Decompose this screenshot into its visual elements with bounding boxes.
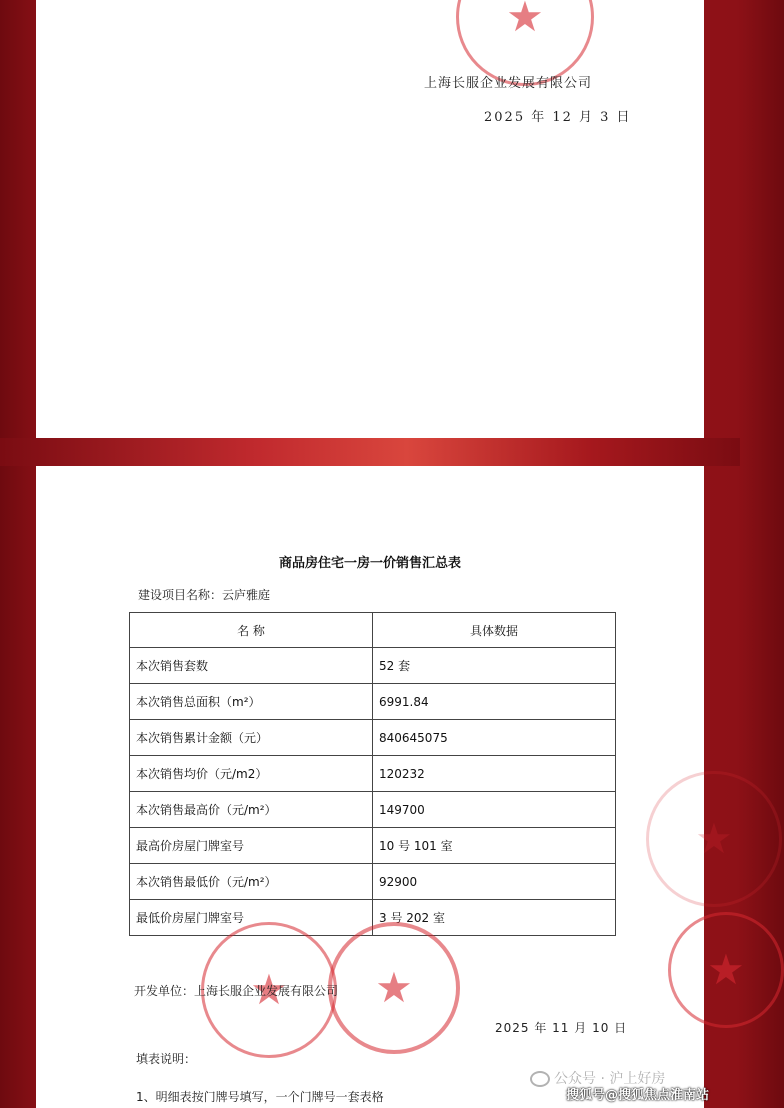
- housing-bureau-seal: [328, 922, 460, 1054]
- wechat-icon: [530, 1071, 550, 1087]
- seal-star-icon: ★: [695, 814, 733, 863]
- seal-star-icon: ★: [250, 965, 288, 1014]
- notes-title: 填表说明：: [136, 1052, 197, 1066]
- document-page-1: [36, 0, 704, 438]
- table-row: [130, 648, 616, 684]
- row-value: 52 套: [373, 648, 616, 684]
- row-value: 149700: [373, 792, 616, 828]
- seal-star-icon: ★: [707, 945, 745, 994]
- source-watermark: 搜狐号@搜狐焦点淮南站: [566, 1088, 710, 1103]
- report-date: 2025 年 11 月 10 日: [495, 1021, 628, 1035]
- table-row: [130, 684, 616, 720]
- table-row: [130, 828, 616, 864]
- row-label: 本次销售套数: [130, 648, 373, 684]
- developer-line: 开发单位：上海长服企业发展有限公司: [134, 984, 339, 998]
- partial-seal-right: [668, 912, 784, 1028]
- row-label: 最高价房屋门牌室号: [130, 828, 373, 864]
- sales-summary-table: [129, 612, 616, 936]
- note-item: 1、明细表按门牌号填写，一个门牌号一套表格: [136, 1090, 384, 1104]
- row-label: 最低价房屋门牌室号: [130, 900, 373, 936]
- signature-company: 上海长服企业发展有限公司: [424, 76, 593, 91]
- table-row: [130, 720, 616, 756]
- table-header-row: [130, 613, 616, 648]
- table-row: [130, 756, 616, 792]
- red-divider-band: [0, 438, 740, 466]
- row-value: 3 号 202 室: [373, 900, 616, 936]
- seal-star-icon: ★: [506, 0, 544, 41]
- watermark-text: 公众号 · 沪上好房: [554, 1071, 666, 1087]
- row-value: 840645075: [373, 720, 616, 756]
- header-data: 具体数据: [373, 613, 616, 648]
- row-label: 本次销售总面积（m²）: [130, 684, 373, 720]
- row-value: 120232: [373, 756, 616, 792]
- row-label: 本次销售最低价（元/m²）: [130, 864, 373, 900]
- signature-date: 2025 年 12 月 3 日: [484, 110, 632, 125]
- document-page-2: [36, 466, 745, 1108]
- document-title: 商品房住宅一房一价销售汇总表: [278, 556, 461, 571]
- row-value: 10 号 101 室: [373, 828, 616, 864]
- table-row: [130, 864, 616, 900]
- header-name: 名 称: [130, 613, 373, 648]
- table-row: [130, 792, 616, 828]
- row-label: 本次销售最高价（元/m²）: [130, 792, 373, 828]
- row-value: 92900: [373, 864, 616, 900]
- seal-star-icon: ★: [375, 963, 413, 1012]
- project-name: 建设项目名称：云庐雅庭: [138, 588, 271, 602]
- row-label: 本次销售均价（元/m2）: [130, 756, 373, 792]
- faint-seal-right: [646, 771, 782, 907]
- row-value: 6991.84: [373, 684, 616, 720]
- row-label: 本次销售累计金额（元）: [130, 720, 373, 756]
